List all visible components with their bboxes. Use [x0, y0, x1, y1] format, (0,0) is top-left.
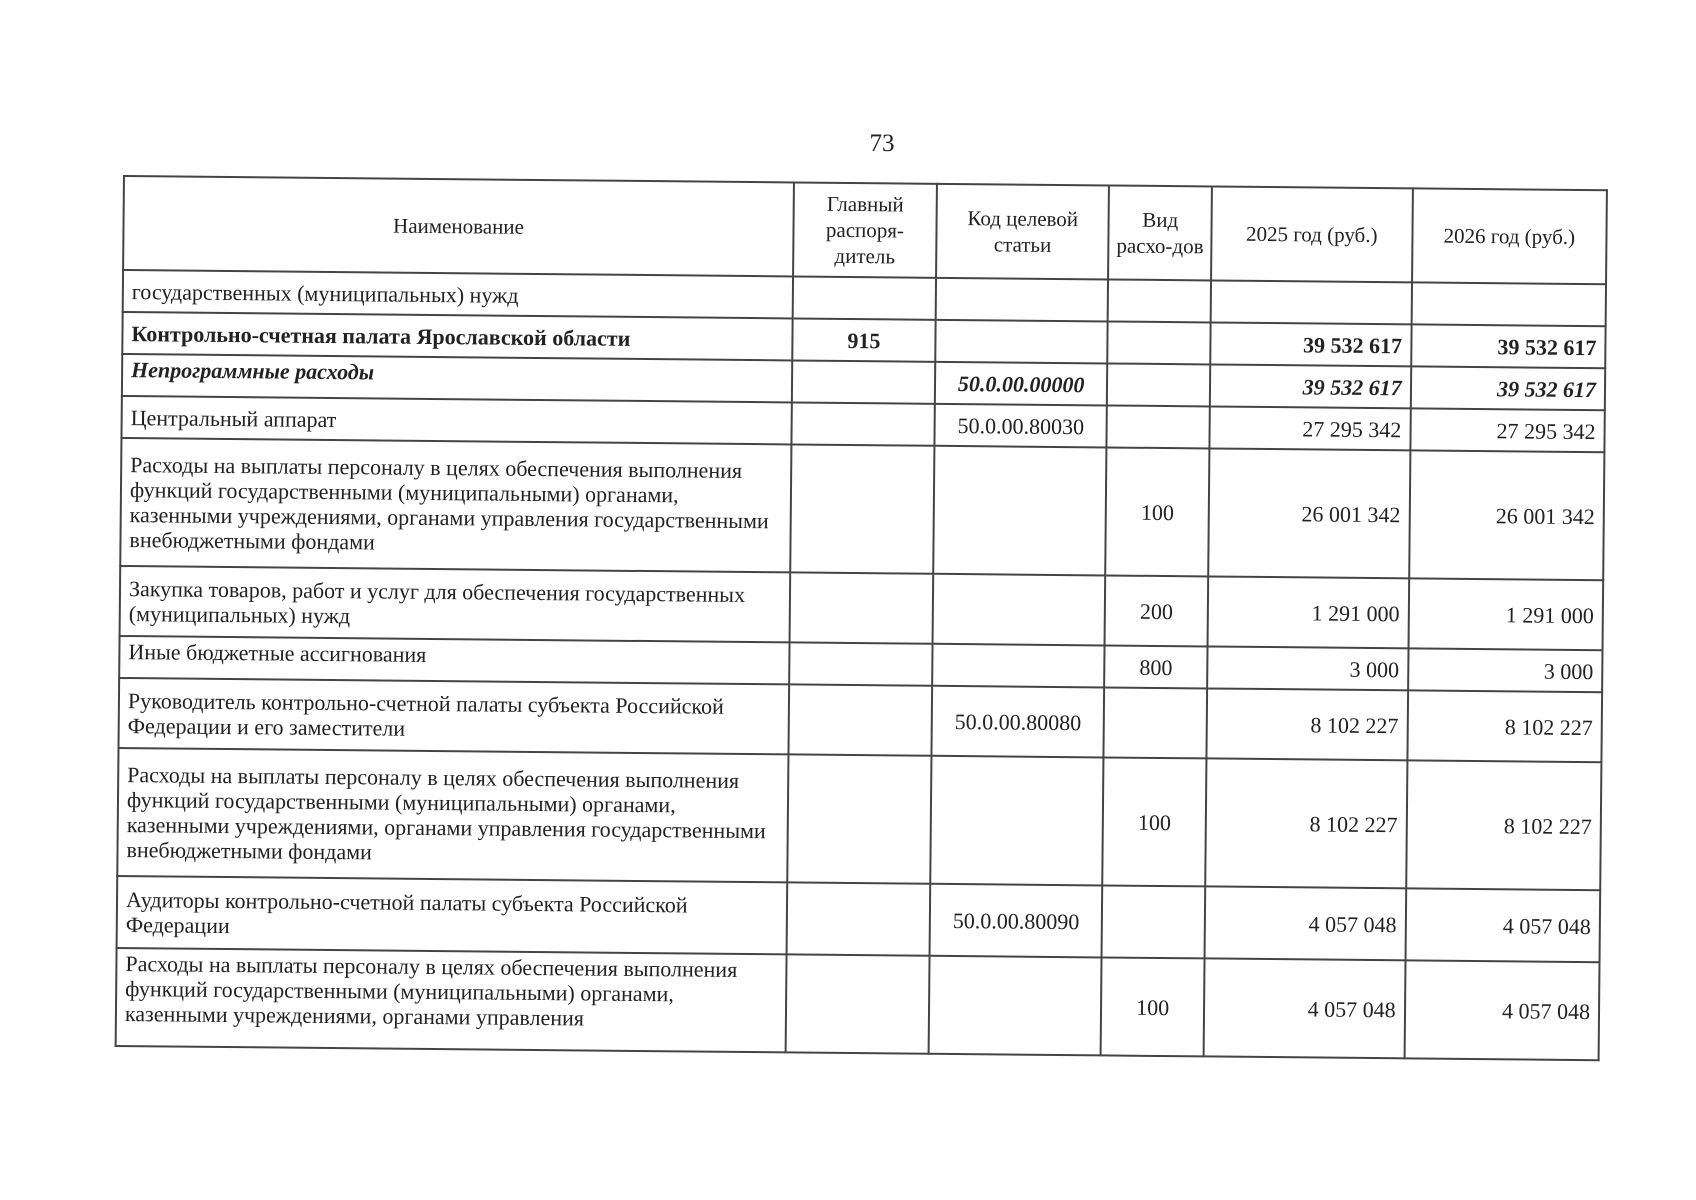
cell-2026: 4 057 048 [1404, 960, 1599, 1060]
cell-type [1107, 363, 1210, 406]
cell-manager [793, 276, 936, 319]
cell-2026: 4 057 048 [1405, 888, 1600, 962]
cell-name: Аудиторы контрольно-счетной палаты субъекта Российской Федерации [117, 876, 788, 954]
cell-type: 200 [1105, 575, 1208, 646]
cell-2025: 26 001 342 [1208, 448, 1410, 578]
budget-table [115, 175, 1608, 1061]
cell-code [935, 320, 1108, 364]
cell-manager [792, 360, 935, 403]
cell-2026 [1411, 282, 1606, 326]
cell-2025: 1 291 000 [1207, 576, 1408, 648]
header-manager: Главный распоря-дитель [793, 182, 937, 277]
cell-2026: 1 291 000 [1408, 578, 1603, 650]
cell-code: 50.0.00.80090 [929, 884, 1102, 958]
cell-2025: 4 057 048 [1204, 886, 1405, 960]
cell-type: 100 [1101, 957, 1204, 1056]
cell-code [936, 278, 1109, 322]
cell-2025 [1211, 280, 1412, 324]
cell-name: Центральный аппарат [121, 396, 791, 444]
budget-sheet [115, 175, 1608, 1061]
cell-2025: 39 532 617 [1210, 364, 1411, 408]
cell-manager [791, 402, 934, 445]
cell-manager [788, 684, 932, 755]
cell-type [1107, 405, 1210, 448]
cell-type [1108, 279, 1211, 322]
cell-name: Иные бюджетные ассигнования [119, 636, 789, 684]
cell-name: Контрольно-счетная палата Ярославской области [122, 312, 792, 360]
page-number: 73 [869, 130, 895, 157]
cell-manager: 915 [792, 318, 935, 361]
cell-name: Непрограммные расходы [122, 354, 792, 402]
cell-code [930, 756, 1104, 886]
cell-code [933, 446, 1107, 576]
cell-2025: 4 057 048 [1204, 958, 1406, 1058]
cell-manager [790, 444, 934, 573]
cell-2026: 27 295 342 [1410, 408, 1605, 452]
cell-name: Закупка товаров, работ и услуг для обеспечения государственных (муниципальных) нужд [120, 566, 791, 642]
cell-2025: 39 532 617 [1210, 322, 1411, 366]
cell-manager [787, 882, 931, 955]
cell-name: Расходы на выплаты персоналу в целях обеспечения выполнения функций государственными (муниципальными) органами, казенными учреждениями, органами управления государственными внебюджетными фондами [117, 748, 788, 882]
cell-manager [786, 954, 930, 1053]
cell-2025: 27 295 342 [1209, 406, 1410, 450]
cell-2026: 39 532 617 [1411, 366, 1606, 410]
header-year-2025: 2025 год (руб.) [1211, 186, 1413, 282]
cell-type [1108, 321, 1211, 364]
cell-2025: 3 000 [1207, 646, 1408, 690]
cell-code [932, 644, 1105, 688]
cell-2025: 8 102 227 [1205, 758, 1407, 888]
cell-name: Расходы на выплаты персоналу в целях обеспечения выполнения функций государственными (муниципальными) органами, казенными учреждениями, органами управления [116, 948, 787, 1052]
cell-code: 50.0.00.00000 [935, 362, 1108, 406]
cell-code [932, 574, 1105, 646]
cell-2025: 8 102 227 [1206, 688, 1407, 760]
cell-name: Расходы на выплаты персоналу в целях обеспечения выполнения функций государственными (муниципальными) органами, казенными учреждениями, органами управления государственными внебюджетными фондами [120, 438, 791, 572]
cell-type [1102, 885, 1205, 958]
cell-manager [787, 754, 931, 883]
table-row [116, 948, 1600, 1060]
header-target-code: Код целевой статьи [936, 184, 1109, 280]
header-name: Наименование [123, 176, 794, 276]
cell-2026: 8 102 227 [1407, 690, 1602, 762]
cell-type [1104, 687, 1207, 758]
table-row [120, 438, 1604, 580]
cell-type: 800 [1104, 645, 1207, 688]
cell-name: государственных (муниципальных) нужд [123, 270, 793, 318]
cell-type: 100 [1106, 447, 1210, 576]
header-expense-type: Вид расхо-дов [1108, 185, 1211, 280]
table-header-row [123, 176, 1607, 284]
cell-2026: 39 532 617 [1411, 324, 1606, 368]
cell-code: 50.0.00.80080 [931, 686, 1104, 758]
cell-name: Руководитель контрольно-счетной палаты субъекта Российской Федерации и его заместители [118, 678, 789, 754]
cell-code: 50.0.00.80030 [934, 404, 1107, 448]
cell-manager [789, 642, 932, 685]
cell-code [929, 956, 1102, 1056]
table-row [117, 748, 1601, 890]
cell-2026: 3 000 [1408, 648, 1603, 692]
cell-2026: 8 102 227 [1406, 760, 1602, 890]
cell-type: 100 [1103, 757, 1207, 886]
header-year-2026: 2026 год (руб.) [1412, 188, 1607, 284]
cell-manager [790, 572, 934, 643]
cell-2026: 26 001 342 [1409, 450, 1605, 580]
